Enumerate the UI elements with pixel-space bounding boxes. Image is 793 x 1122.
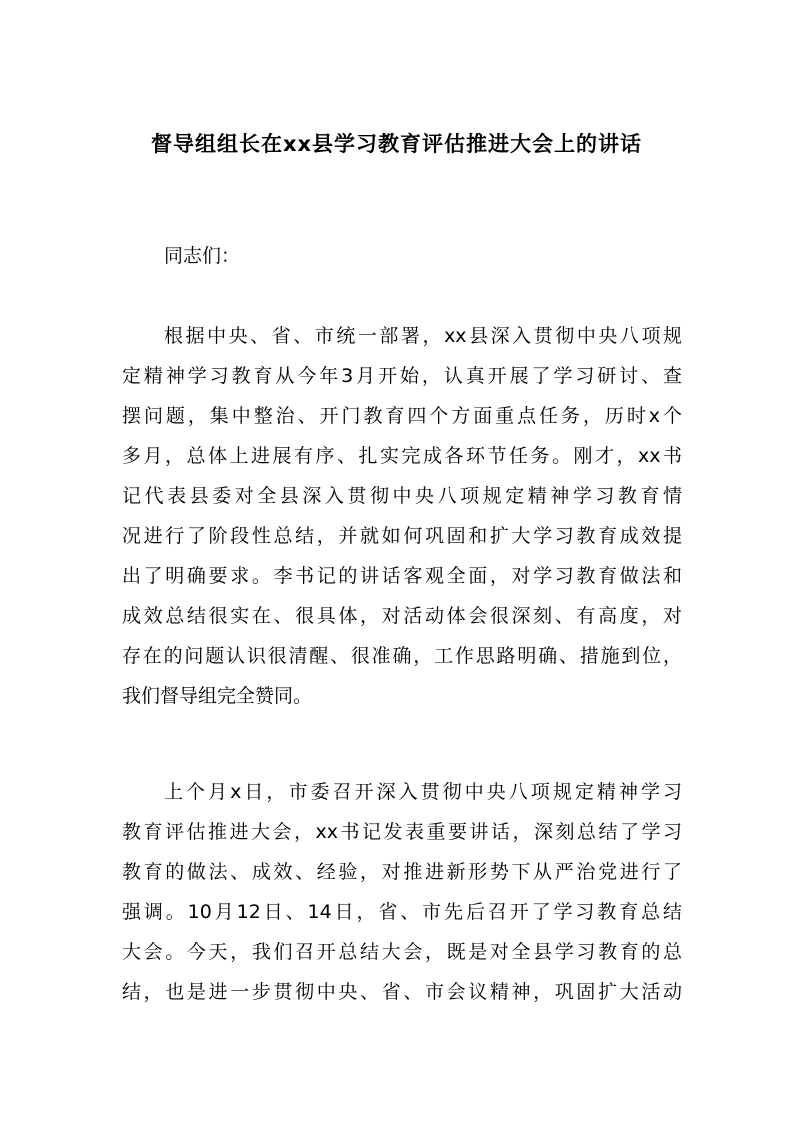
paragraph-line: 强调。10月12日、14日，省、市先后召开了学习教育总结 [122,901,682,923]
paragraph-line: 结，也是进一步贯彻中央、省、市会议精神，巩固扩大活动 [122,981,682,1003]
document-title: 督导组组长在xx县学习教育评估推进大会上的讲话 [150,132,643,156]
paragraph-line: 上个月x日，市委召开深入贯彻中央八项规定精神学习 [164,781,682,803]
paragraph-line: 摆问题，集中整治、开门教育四个方面重点任务，历时x个 [122,405,682,427]
paragraph-line: 定精神学习教育从今年3月开始，认真开展了学习研讨、查 [122,365,682,387]
salutation: 同志们： [164,245,241,267]
paragraph-1 [122,316,682,716]
paragraph-line: 根据中央、省、市统一部署，xx县深入贯彻中央八项规 [164,325,682,347]
paragraph-line: 我们督导组完全赞同。 [122,685,313,707]
paragraph-line: 况进行了阶段性总结，并就如何巩固和扩大学习教育成效提 [122,525,682,547]
paragraph-line: 成效总结很实在、很具体，对活动体会很深刻、有高度，对 [122,605,682,627]
paragraph-2 [122,772,682,1012]
paragraph-line: 教育评估推进大会，xx书记发表重要讲话，深刻总结了学习 [122,821,682,843]
paragraph-line: 记代表县委对全县深入贯彻中央八项规定精神学习教育情 [122,485,682,507]
paragraph-line: 教育的做法、成效、经验，对推进新形势下从严治党进行了 [122,861,682,883]
paragraph-line: 出了明确要求。李书记的讲话客观全面，对学习教育做法和 [122,565,682,587]
paragraph-line: 存在的问题认识很清醒、很准确，工作思路明确、措施到位， [122,645,682,667]
paragraph-line: 大会。今天，我们召开总结大会，既是对全县学习教育的总 [122,941,682,963]
paragraph-line: 多月，总体上进展有序、扎实完成各环节任务。刚才，xx书 [122,445,682,467]
